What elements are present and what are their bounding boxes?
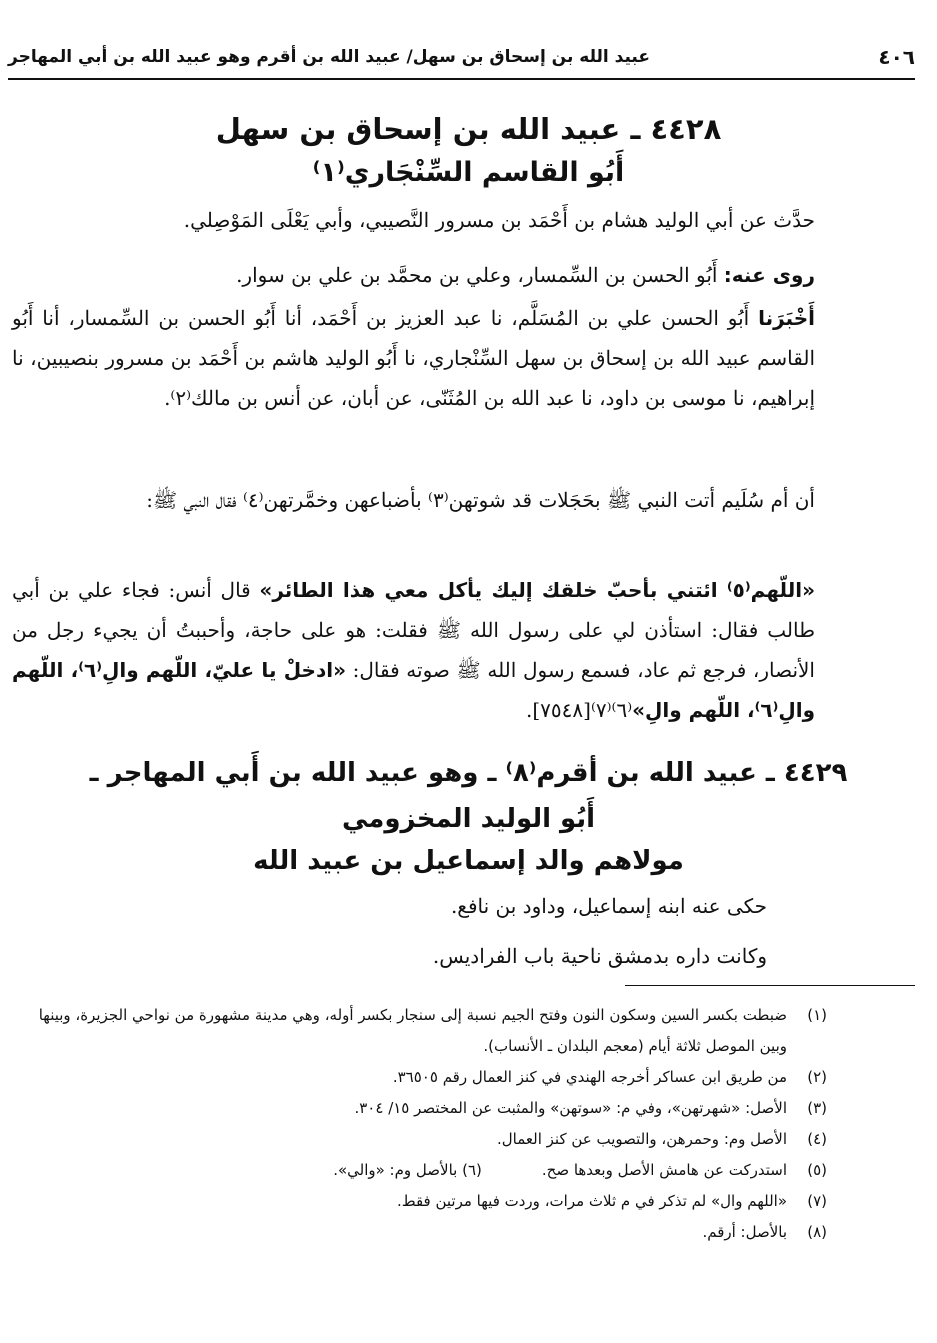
entry-4428-paragraph-1: حدَّث عن أبي الوليد هشام بن أَحْمَد بن مسرور النَّصيبي، وأبي يَعْلَى المَوْصِلي. bbox=[183, 208, 815, 232]
entry-4428-hadith-intro: أن أم سُلَيم أتت النبي ﷺ بحَجَلات قد شوتهن⁽٣⁾ بأضباعهن وخمَّرتهن⁽٤⁾ فقال النبي ﷺ: bbox=[146, 488, 815, 512]
entry-4428-paragraph-2 bbox=[170, 255, 815, 295]
footnote-1: (١) ضبطت بكسر السين وسكون النون وفتح الجيم نسبة إلى سنجار بكسر أوله، وهي مدينة مشهورة من نواحي الجزيرة، وبينها وبين الموصل ثلاثة أيام (معجم البلدان ـ الأنساب). bbox=[38, 1006, 827, 1055]
narrated-by-text: أَبُو الحسن بن السِّمسار، وعلي بن محمَّد بن علي بن سوار. bbox=[236, 263, 724, 287]
hadith-quote-1: «اللّهم⁽٥⁾ ائتني بأحبّ خلقك إليك يأكل معي هذا الطائر» bbox=[259, 578, 815, 602]
footnote-4: (٤) الأصل وم: وحمرهن، والتصويب عن كنز العمال. bbox=[496, 1130, 827, 1148]
entry-4429-paragraph-2: وكانت داره بدمشق ناحية باب الفراديس. bbox=[432, 944, 767, 968]
entry-4428-kunya: أَبُو القاسم السِّنْجَاري⁽١⁾ bbox=[312, 157, 625, 188]
hadith-narration: قال أنس: فجاء علي بن أبي طالب فقال: استأذن لي على رسول الله ﷺ فقلت: هو على حاجة، وأحببتُ أن يجيء رجل من الأنصار، فرجع ثم عاد، فسمع رسول الله ﷺ صوته فقال: bbox=[12, 578, 815, 682]
entry-4428-hadith-text bbox=[12, 570, 815, 730]
entry-4429-title: ٤٤٢٩ ـ عبيد الله بن أقرم⁽٨⁾ ـ وهو عبيد الله بن أَبي المهاجر ـ bbox=[89, 758, 848, 788]
entry-4429-paragraph-1: حكى عنه ابنه إسماعيل، وداود بن نافع. bbox=[450, 894, 767, 918]
footnote-2: (٢) من طريق ابن عساكر أخرجه الهندي في كنز العمال رقم ٣٦٥٠٥. bbox=[392, 1068, 827, 1086]
hadith-reference: ⁽٦⁾⁽٧⁾[٧٥٤٨]. bbox=[526, 698, 633, 722]
footnote-7: (٧) «اللهم وال» لم تذكر في م ثلاث مرات، وردت فيها مرتين فقط. bbox=[396, 1192, 827, 1210]
akhbarana-label: أَخْبَرَنا bbox=[758, 306, 815, 330]
isnad-text: أَبُو الحسن علي بن المُسَلَّم، نا عبد العزيز بن أَحْمَد، أنا أَبُو الحسن بن السِّمسار، أنا أَبُو القاسم عبيد الله بن إسحاق بن سهل السِّنْجاري، نا أَبُو الوليد هاشم بن أَحْمَد بن مسرور بنصيبين، نا إبراهيم، نا موسى بن داود، نا عبد الله بن المُثَنّى، عن أبان، عن أنس بن مالك⁽٢⁾. bbox=[12, 306, 815, 410]
footnote-5-6: (٥) استدركت عن هامش الأصل وبعدها صح. (٦) بالأصل وم: «والي». bbox=[12, 1155, 827, 1186]
footnotes bbox=[12, 1000, 827, 1248]
footnote-3: (٣) الأصل: «شهرتهن»، وفي م: «سوتهن» والمثبت عن المختصر ١٥/ ٣٠٤. bbox=[354, 1099, 827, 1117]
entry-4429-subtitle: مولاهم والد إسماعيل بن عبيد الله bbox=[253, 846, 684, 876]
entry-4429-kunya: أَبُو الوليد المخزومي bbox=[341, 804, 596, 834]
entry-4428-isnad bbox=[12, 298, 815, 418]
page-number: ٤٠٦ bbox=[878, 45, 915, 69]
running-title: عبيد الله بن إسحاق بن سهل/ عبيد الله بن أقرم وهو عبيد الله بن أبي المهاجر bbox=[8, 47, 650, 67]
footnote-5-text: استدركت عن هامش الأصل وبعدها صح. bbox=[541, 1161, 787, 1179]
footnote-8: (٨) بالأصل: أرقم. bbox=[702, 1223, 827, 1241]
running-header bbox=[8, 40, 915, 74]
footnote-6: (٦) بالأصل وم: «والي». bbox=[333, 1161, 482, 1179]
header-rule bbox=[8, 78, 915, 80]
hadith-quote-2: «ادخلْ يا عليّ، اللّهم والِ⁽٦⁾، اللّهم والِ⁽٦⁾، اللّهم والِ» bbox=[12, 658, 815, 722]
entry-4428-title: ٤٤٢٨ ـ عبيد الله بن إسحاق بن سهل bbox=[215, 112, 722, 146]
footnote-rule bbox=[625, 985, 915, 986]
narrated-by-label: روى عنه: bbox=[723, 263, 815, 287]
